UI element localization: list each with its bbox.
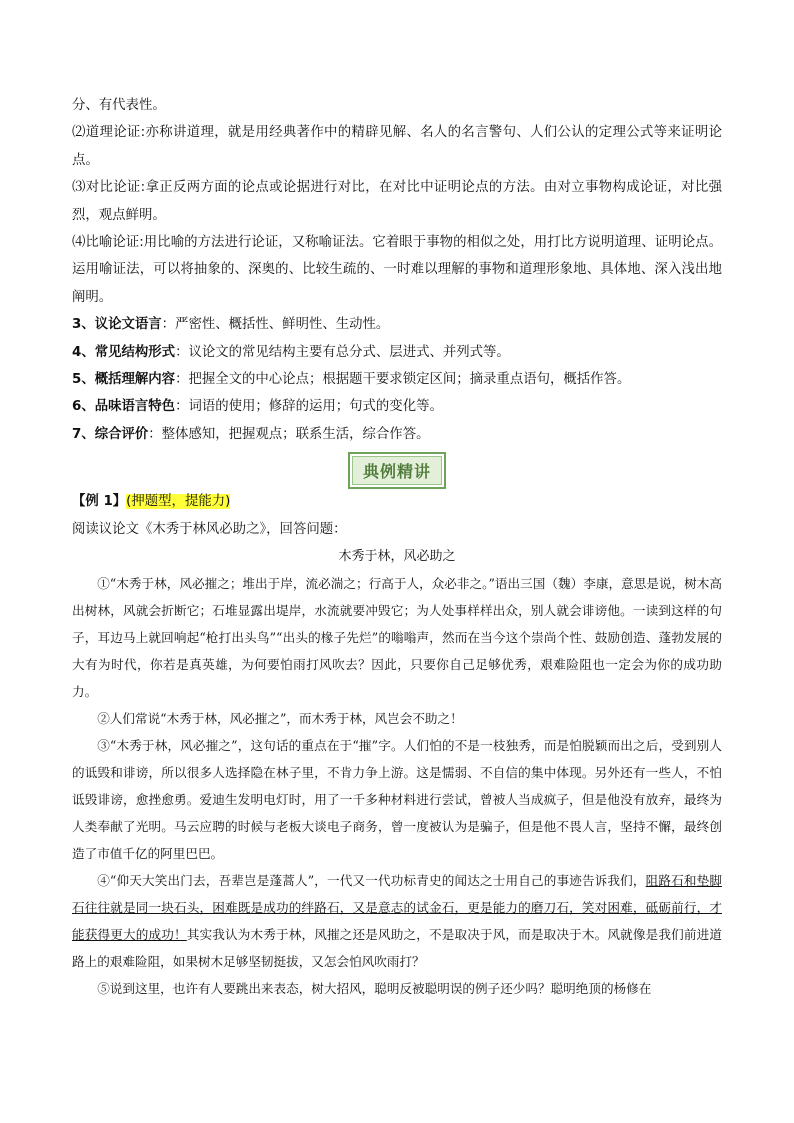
reasoning-argument: ⑵道理论证:亦称讲道理，就是用经典著作中的精辟见解、名人的名言警句、人们公认的定理公式等来证明论点。 [72, 125, 722, 168]
point-label: 7、综合评价 [72, 426, 149, 442]
underlined-sentence: 阻路石和垫脚石往往就是同一块石头，困难既是成功的绊路石，又是意志的试金石，更是能力的磨刀石，笑对困难，砥砺前行，才能获得更大的成功！ [72, 873, 722, 943]
banner-frame [348, 452, 446, 489]
example-highlight: (押题型，提能力) [126, 494, 231, 510]
point-label: 4、常见结构形式 [72, 344, 176, 360]
essay-paragraph-1: ①“木秀于林，风必摧之；堆出于岸，流必湍之；行高于人，众必非之。”语出三国（魏）李康，意思是说，树木高出树林，风就会折断它；石堆显露出堤岸，水流就要冲毁它；为人处事样样出众，别人就会诽谤他。一读到这样的句子，耳边马上就回响起“枪打出头鸟”“出头的椽子先烂”的嗡嗡声，然而在当今这个崇尚个性、鼓励创造、蓬勃发展的大有为时代，你若是真英雄，为何要怕雨打风吹去？因此，只要你自己足够优秀，艰难险阻也一定会为你的成功助力。 [72, 576, 722, 700]
point-text: ：词语的使用；修辞的运用；句式的变化等。 [175, 399, 443, 415]
point-text: ：议论文的常见结构主要有总分式、层进式、并列式等。 [175, 344, 510, 360]
contrast-argument: ⑶对比论证:拿正反两方面的论点或论据进行对比，在对比中证明论点的方法。由对立事物构成论证，对比强烈，观点鲜明。 [72, 180, 722, 223]
point-summary [72, 366, 722, 393]
point-language [72, 311, 722, 338]
essay-text: 其实我认为木秀于林，风摧之还是风助之，不是取决于风，而是取决于木。风就像是我们前进道路上的艰难险阻，如果树木足够坚韧挺拔，又怎会怕风吹雨打？ [72, 927, 723, 970]
essay-paragraph-2: ②人们常说“木秀于林，风必摧之”，而木秀于林，风岂会不助之！ [97, 711, 463, 727]
banner-title: 典例精讲 [352, 456, 442, 485]
example-header [72, 488, 722, 515]
essay-title: 木秀于林，风必助之 [338, 549, 456, 565]
point-evaluation [72, 421, 722, 448]
point-structure [72, 339, 722, 366]
document-page [72, 92, 722, 1002]
example-prompt: 阅读议论文《木秀于林风必助之》，回答问题： [72, 521, 347, 537]
metaphor-argument: ⑷比喻论证:用比喻的方法进行论证，又称喻证法。它着眼于事物的相似之处，用打比方说明道理、证明论点。运用喻证法，可以将抽象的、深奥的、比较生疏的、一时难以理解的事物和道理形象地、具体地、深入浅出地阐明。 [72, 235, 722, 305]
point-text: ：把握全文的中心论点；根据题干要求锁定区间；摘录重点语句，概括作答。 [175, 372, 631, 388]
point-label: 5、概括理解内容 [72, 372, 176, 388]
essay-paragraph-5: ⑤说到这里，也许有人要跳出来表态，树大招风，聪明反被聪明误的例子还少吗？聪明绝顶的杨修在 [97, 981, 652, 997]
point-label: 6、品味语言特色 [72, 399, 176, 415]
essay-paragraph-3: ③“木秀于林，风必摧之”，这句话的重点在于“摧”字。人们怕的不是一枝独秀，而是怕脱颖而出之后，受到别人的诋毁和诽谤，所以很多人选择隐在林子里，不肯力争上游。这是懦弱、不自信的集中体现。另外还有一些人，不怕诋毁诽谤，愈挫愈勇。爱迪生发明电灯时，用了一千多种材料进行尝试，曾被人当成疯子，但是他没有放弃，最终为人类奉献了光明。马云应聘的时候与老板大谈电子商务，曾一度被认为是骗子，但是他不畏人言，坚持不懈，最终创造了市值千亿的阿里巴巴。 [72, 738, 722, 862]
essay-paragraph-4 [72, 867, 722, 975]
intro-line: 分、有代表性。 [72, 98, 166, 113]
point-text: ：严密性、概括性、鲜明性、生动性。 [161, 317, 390, 333]
point-text: ：整体感知，把握观点；联系生活，综合作答。 [148, 426, 430, 442]
point-style [72, 393, 722, 420]
point-label: 3、议论文语言 [72, 317, 162, 333]
example-tag: 【例 1】 [72, 494, 127, 510]
section-banner [72, 452, 722, 486]
essay-text: ④“仰天大笑出门去，吾辈岂是蓬蒿人”，一代又一代功标青史的闻达之士用自己的事迹告诉我们， [97, 873, 646, 889]
